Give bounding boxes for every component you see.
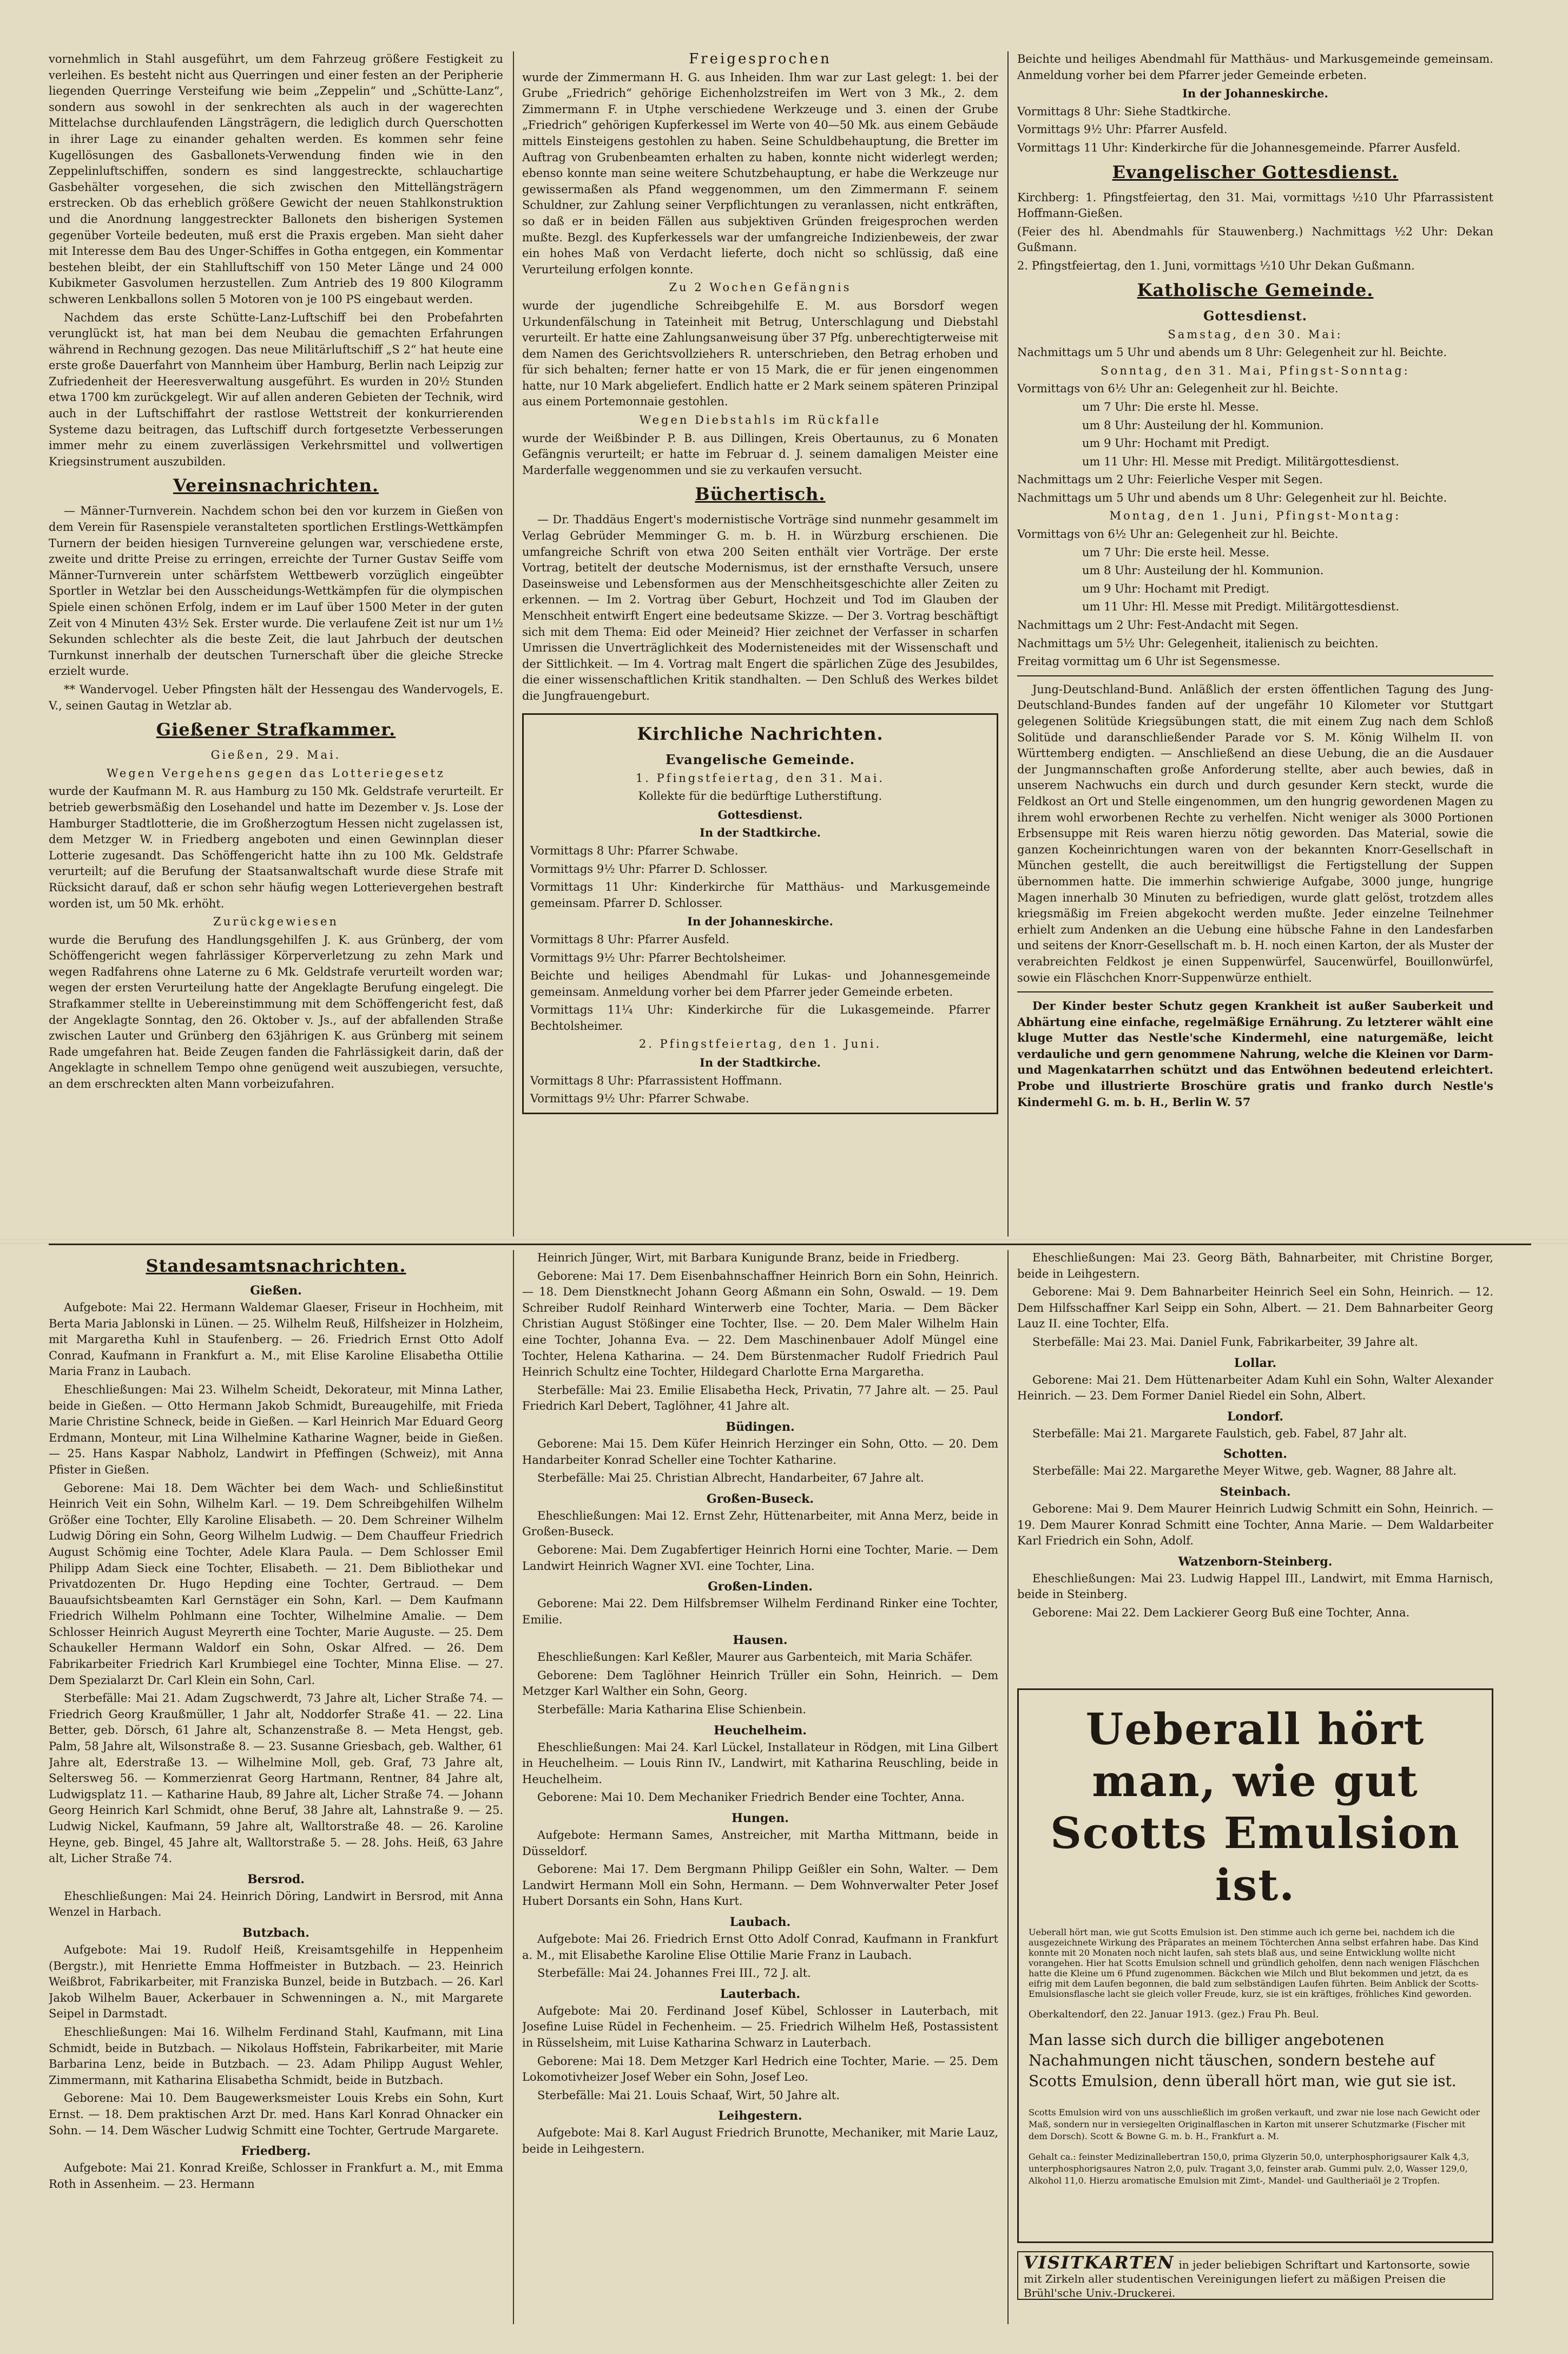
kirch2-line: Vormittags 8 Uhr: Siehe Stadtkirche. — [1017, 104, 1231, 118]
standesamt-entry: Eheschließungen: Karl Keßler, Maurer aus Garbenteich, mit Maria Schäfer. — [537, 1651, 973, 1664]
standesamt-place: Büdingen. — [726, 1419, 795, 1434]
standesamt-entry: Geborene: Mai 17. Dem Eisenbahnschaffner Heinrich Born ein Sohn, Heinrich. — 18. Dem Dienstknecht Johann Georg Aßmann ein Sohn, Oswald. — 19. Dem Schreiber Rudolf Reinhard Winterwerb eine Tochter, Maria. — Dem Bäcker Christian August Stößinger eine Tochter, Ilse. — 20. Dem Maler Wilhelm Hain eine Tochter, Johanna Eva. — 22. Dem Maschinenbauer Adolf Müngel eine Tochter, Helena Katharina. — 24. Dem Bürstenmacher Rudolf Friedrich Paul Heinrich Schultz eine Tochter, Hildegard Charlotte Erna Margaretha. — [522, 1269, 998, 1379]
evangelischer-gottesdienst-title: Evangelischer Gottesdienst. — [1112, 161, 1399, 182]
ad-headline: Ueberall hört man, wie gut Scotts Emulsion ist. — [1050, 1704, 1460, 1910]
freigesprochen-para: wurde der Zimmermann H. G. aus Inheiden. Ihm war zur Last gelegt: 1. bei der Grube „Friedrich“ gehörige Eichenholzstreifen im Wert von 3 Mk., 2. dem Zimmermann F. in Utphe verschiedene Werkzeuge und 3. einen der Grube „Friedrich“ gehörigen Kupferkessel im Werte von 40—50 Mk. aus einem Gebäude mittels Einsteigens gestohlen zu haben. Seine Schuldbehauptung, die Bretter im Auftrag von Grubenbeamten erhalten zu haben, konnte nicht widerlegt werden; ebenso konnte man seine weitere Schutzbehauptung, er habe die Werkzeuge nur gewissermaßen als Pfand weggenommen, um den Zimmermann F. seinem Schuldner, zur Zahlung seiner Verpflichtungen zu veranlassen, nicht entkräften, so daß er in beiden Fällen aus subjektiven Gründen freigesprochen werden mußte. Bezgl. des Kupferkessels war der umfangreiche Indizienbeweis, der zwar ein hohes Maß von Verdacht lieferte, doch nicht so schlüssig, daß eine Verurteilung erfolgen konnte. — [522, 70, 998, 276]
section-rule — [49, 1244, 1531, 1245]
standesamt-entry: Geborene: Mai 15. Dem Küfer Heinrich Herzinger ein Sohn, Otto. — 20. Dem Handarbeiter Konrad Scheller eine Tochter Katharine. — [522, 1437, 998, 1467]
standesamt-entry: Geborene: Mai 10. Dem Baugewerksmeister Louis Krebs ein Sohn, Kurt Ernst. — 18. Dem praktischen Arzt Dr. med. Hans Karl Konrad Ohnacker ein Sohn. — 14. Dem Wäscher Ludwig Schmitt eine Tochter, Gertrude Margarete. — [49, 2092, 503, 2137]
airship-para-2: Nachdem das erste Schütte-Lanz-Luftschiff bei den Probefahrten verunglückt ist, hat man bei dem Neubau die gemachten Erfahrungen während in Rechnung gezogen. Das neue Militärluftschiff „S 2“ hat heute eine erste große Dauerfahrt von Mannheim über Hamburg, Berlin nach Leipzig zur Zufriedenheit der Heeresverwaltung ausgeführt. Es wurden in 20½ Stunden etwa 1700 km zurückgelegt. Wir auf allen anderen Gebieten der Technik, wird auch in der Luftschiffahrt der rastlose Wettstreit der konkurrierenden Systeme dazu beitragen, das Luftschiff durch fortgesetzte Verbesserungen immer mehr zu einem zuverlässigen Verkehrsmittel und vollwertigen Kriegsinstrument auszubilden. — [49, 311, 503, 468]
standesamt-place: Hausen. — [733, 1633, 788, 1648]
evangelische-gemeinde: Evangelische Gemeinde. — [665, 751, 855, 767]
standesamt-entry: Eheschließungen: Mai 24. Karl Lückel, Installateur in Rödgen, mit Lina Gilbert in Heuchelheim. — Louis Rinn IV., Landwirt, mit Katharina Reuschling, beide in Heuchelheim. — [522, 1740, 998, 1786]
standesamt-place: Bersrod. — [247, 1872, 305, 1886]
standesamt-entry: Geborene: Mai. Dem Zugabfertiger Heinrich Horni eine Tochter, Marie. — Dem Landwirt Heinrich Wagner XVI. eine Tochter, Lina. — [522, 1543, 998, 1573]
visitkarten-ad — [1017, 2251, 1493, 2300]
kath-line: Nachmittags um 5 Uhr und abends um 8 Uhr: Gelegenheit zur hl. Beichte. — [1017, 491, 1447, 504]
standesamt-entry: Sterbefälle: Mai 22. Margarethe Meyer Witwe, geb. Wagner, 88 Jahre alt. — [1032, 1464, 1457, 1478]
kirch-line: Beichte und heiliges Abendmahl für Lukas- und Johannesgemeinde gemeinsam. Anmeldung vorher bei dem Pfarrer jeder Gemeinde erbeten. — [530, 969, 990, 998]
kath-line: um 7 Uhr: Die erste hl. Messe. — [1082, 400, 1259, 413]
standesamt-entry: Aufgebote: Hermann Sames, Anstreicher, mit Martha Mittmann, beide in Düsseldorf. — [522, 1829, 998, 1858]
column-1 — [49, 51, 503, 1237]
jung-deutschland-para: Jung-Deutschland-Bund. Anläßlich der ersten öffentlichen Tagung des Jung-Deutschland-Bundes fanden auf der ungefähr 10 Kilometer vor Stuttgart gelegenen Solitüde Kriegsübungen statt, die mit einem Zug nach dem Schloß Solitüde und daranschließender Parade vor S. M. König Wilhelm II. von Württemberg endigten. — Anschließend an diese Uebung, die an die Ausdauer der Jungmannschaften große Anforderung stellte, aber auch bewies, daß in unserem Nachwuchs ein durch und durch gesunder Kern steckt, wurde die Feldkost an Ort und Stelle eingenommen, um den hungrig gewordenen Magen zu ihrem wohl erworbenen Rechte zu verhelfen. Nicht weniger als 3000 Portionen Erbsensuppe mit Reis waren hierzu nötig geworden. Das Material, sowie die ganzen Kocheinrichtungen waren von der bekannten Knorr-Gesellschaft in München gestellt, die auch bereitwilligst die Fertigstellung der Suppen übernommen hatte. Die immerhin schwierige Aufgabe, 3000 junge, hungrige Magen innerhalb 30 Minuten zu befriedigen, wurde glatt gelöst, trotzdem alles kriegsmäßig im Freien abgekocht werden mußte. Jeder einzelne Teilnehmer erhielt zum Andenken an die Uebung eine hübsche Fahne in den Landesfarben und seitens der Knorr-Gesellschaft m. b. H. noch einen Karton, der als Muster der verabreichten Feldkost je einen Suppenwürfel, Saucenwürfel, Bouillonwürfel, sowie ein Fläschchen Knorr-Suppenwürze enthielt. — [1017, 682, 1493, 984]
standesamt-place: Watzenborn-Steinberg. — [1178, 1554, 1333, 1569]
standesamt-title: Standesamtsnachrichten. — [146, 1255, 406, 1276]
standesamt-entry: Geborene: Mai 17. Dem Bergmann Philipp Geißler ein Sohn, Walter. — Dem Landwirt Hermann Moll ein Sohn, Hermann. — Dem Wohnverwalter Peter Josef Hubert Dorsants ein Sohn, Hans Kurt. — [522, 1863, 998, 1908]
standesamt-entry: Geborene: Mai 22. Dem Hilfsbremser Wilhelm Ferdinand Rinker eine Tochter, Emilie. — [522, 1597, 998, 1626]
standesamt-entry: Aufgebote: Mai 20. Ferdinand Josef Kübel, Schlosser in Lauterbach, mit Josefine Luise Rüdel in Fechenheim. — 25. Friedrich Wilhelm Heß, Postassistent in Rüsselsheim, mit Luise Katharina Schwarz in Lauterbach. — [522, 2004, 998, 2049]
standesamt-entry: Eheschließungen: Mai 23. Wilhelm Scheidt, Dekorateur, mit Minna Lather, beide in Gießen. — Otto Hermann Jakob Schmidt, Bureaugehilfe, mit Frieda Marie Christine Schneck, beide in Gießen. — Karl Heinrich Mar Eduard Georg Erdmann, Monteur, mit Lina Wilhelmine Katharine Wagner, beide in Gießen. — 25. Hans Kaspar Nabholz, Landwirt in Pfeffingen (Schweiz), mit Anna Pfister in Gießen. — [49, 1383, 503, 1476]
kath-line: Nachmittags um 2 Uhr: Fest-Andacht mit Segen. — [1017, 619, 1299, 632]
kirch2-line: Vormittags 9½ Uhr: Pfarrer Ausfeld. — [1017, 123, 1228, 136]
kirch-line: In der Stadtkirche. — [700, 826, 821, 840]
kath-line: Nachmittags um 2 Uhr: Feierliche Vesper mit Segen. — [1017, 473, 1323, 486]
standesamt-entry: Geborene: Mai 18. Dem Metzger Karl Hedrich eine Tochter, Marie. — 25. Dem Lokomotivheizer Josef Weber ein Sohn, Josef Leo. — [522, 2054, 998, 2084]
standesamt-list-2 — [522, 1250, 998, 2158]
ad-ingredients: Gehalt ca.: feinster Medizinallebertran 150,0, prima Glyzerin 50,0, unterphosphorigsaurer Kalk 4,3, unterphosphorigsaures Natron 2,0, pulv. Tragant 3,0, feinster arab. Gummi pulv. 2,0, Wasser 129,0, Alkohol 11,0. Hierzu aromatische Emulsion mit Zimt-, Mandel- und Gaultheriaöl je 2 Tropfen. — [1029, 2152, 1470, 2186]
gefaengnis-sub: Zu 2 Wochen Gefängnis — [669, 281, 852, 294]
kath-line: Nachmittags um 5½ Uhr: Gelegenheit, italienisch zu beichten. — [1017, 636, 1379, 650]
standesamt-place: Lauterbach. — [720, 1987, 801, 2001]
standesamt-place: Heuchelheim. — [714, 1723, 807, 1738]
standesamt-entry: Sterbefälle: Mai 21. Adam Zugschwerdt, 73 Jahre alt, Licher Straße 74. — Friedrich Georg Kraußmüller, 1 Jahr alt, Noddorfer Straße 41. — 22. Lina Better, geb. Dörsch, 61 Jahre alt, Schanzenstraße 8. — Meta Hengst, geb. Palm, 58 Jahre alt, Wilsonstraße 8. — 23. Susanne Griesbach, geb. Walther, 61 Jahre alt, Ederstraße 13. — Wilhelmine Moll, geb. Graf, 73 Jahre alt, Seltersweg 56. — Kommerzienrat Georg Hartmann, Rentner, 84 Jahre alt, Ludwigsplatz 11. — Katharine Haub, 89 Jahre alt, Licher Straße 74. — Johann Georg Heinrich Karl Schmidt, ohne Beruf, 38 Jahre alt, Lahnstraße 9. — 25. Ludwig Nickel, Kaufmann, 59 Jahre alt, Walltorstraße 48. — 26. Karoline Heyne, geb. Bingel, 45 Jahre alt, Walltorstraße 5. — 28. Johs. Heiß, 63 Jahre alt, Licher Straße 74. — [49, 1692, 503, 1865]
buechertisch-title: Büchertisch. — [695, 484, 826, 505]
kirch-line: In der Stadtkirche. — [700, 1056, 821, 1070]
standesamt-place: Steinbach. — [1220, 1484, 1291, 1499]
kath-line: um 9 Uhr: Hochamt mit Predigt. — [1082, 437, 1270, 450]
standesamt-list-1 — [49, 1284, 503, 2192]
kath-line: um 11 Uhr: Hl. Messe mit Predigt. Militärgottesdienst. — [1082, 455, 1400, 468]
diebstahl-sub: Wegen Diebstahls im Rückfalle — [639, 413, 881, 427]
standesamt-entry: Aufgebote: Mai 19. Rudolf Heiß, Kreisamtsgehilfe in Heppenheim (Bergstr.), mit Henriette Emma Hoffmeister in Butzbach. — 23. Heinrich Weißbrot, Fabrikarbeiter, mit Franziska Bunzel, beide in Butzbach. — 26. Karl Jakob Wilhelm Bauer, Ackerbauer in Schwenningen a. N., mit Margarete Seipel in Darmstadt. — [49, 1943, 503, 2021]
kirch-line: Vormittags 11¼ Uhr: Kinderkirche für die Lukasgemeinde. Pfarrer Bechtolsheimer. — [530, 1003, 990, 1033]
kath-line: um 8 Uhr: Austeilung der hl. Kommunion. — [1082, 418, 1324, 432]
standesamt-entry: Aufgebote: Mai 22. Hermann Waldemar Glaeser, Friseur in Hochheim, mit Berta Maria Jablonski in Lünen. — 25. Wilhelm Reuß, Hilfsheizer in Holzheim, mit Margaretha Kuhl in Staufenberg. — 26. Friedrich Ernst Otto Adolf Conrad, Kaufmann in Frankfurt a. M., mit Elise Karoline Elisabetha Ottilie Maria Franz in Laubach. — [49, 1301, 503, 1378]
standesamt-place: Schotten. — [1223, 1447, 1287, 1462]
kirch2-line: Beichte und heiliges Abendmahl für Matthäus- und Markusgemeinde gemeinsam. Anmeldung vorher bei dem Pfarrer jeder Gemeinde erbeten. — [1017, 52, 1493, 82]
kirch-line: Vormittags 9½ Uhr: Pfarrer Bechtolsheimer. — [530, 951, 787, 964]
standesamt-entry: Geborene: Mai 9. Dem Bahnarbeiter Heinrich Seel ein Sohn, Heinrich. — 12. Dem Hilfsschaffner Karl Seipp ein Sohn, Albert. — 21. Dem Bahnarbeiter Georg Lauz II. eine Tochter, Elfa. — [1017, 1285, 1493, 1331]
kath-line: Montag, den 1. Juni, Pfingst-Montag: — [1109, 509, 1401, 523]
column-rule-4 — [1007, 1250, 1009, 2324]
vereins-title: Vereinsnachrichten. — [173, 475, 379, 496]
kath-line: um 8 Uhr: Austeilung der hl. Kommunion. — [1082, 564, 1324, 577]
standesamt-place: Lollar. — [1234, 1356, 1277, 1370]
standesamt-entry: Sterbefälle: Mai 23. Mai. Daniel Funk, Fabrikarbeiter, 39 Jahre alt. — [1032, 1335, 1418, 1349]
katholische-gemeinde-title: Katholische Gemeinde. — [1137, 279, 1374, 300]
standesamt-entry: Eheschließungen: Mai 12. Ernst Zehr, Hüttenarbeiter, mit Anna Merz, beide in Großen-Buseck. — [522, 1509, 998, 1538]
ad-signature: Oberkaltendorf, den 22. Januar 1913. (gez.) Frau Ph. Beul. — [1029, 2009, 1319, 2020]
standesamt-entry: Geborene: Mai 18. Dem Wächter bei dem Wach- und Schließinstitut Heinrich Veit ein Sohn, Wilhelm Karl. — 19. Dem Schreibgehilfen Wilhelm Größer eine Tochter, Elly Karoline Elisabeth. — 20. Dem Schreiner Wilhelm Ludwig Döring ein Sohn, Georg Wilhelm Ludwig. — Dem Chauffeur Friedrich August Schömig eine Tochter, Adele Klara Paula. — Dem Schlosser Emil Philipp Adam Sieck eine Tochter, Elisabeth. — 21. Dem Bibliothekar und Privatdozenten Dr. Hugo Hepding eine Tochter, Gertraud. — Dem Bauaufsichtsbeamten Karl Gernstäger ein Sohn, Karl. — Dem Kaufmann Friedrich Wilhelm Pohlmann eine Tochter, Wilhelmine Amalie. — Dem Schlosser Heinrich August Meyrerth eine Tochter, Marie Auguste. — 25. Dem Schaukeller Hermann Waldorf ein Sohn, Oskar Alfred. — 26. Dem Fabrikarbeiter Friedrich Karl Krumbiegel eine Tochter, Minna Elise. — 27. Dem Spezialarzt Dr. Carl Klein ein Sohn, Carl. — [49, 1481, 503, 1687]
standesamt-entry: Sterbefälle: Mai 21. Louis Schaaf, Wirt, 50 Jahre alt. — [537, 2088, 840, 2102]
diebstahl-para: wurde der Weißbinder P. B. aus Dillingen, Kreis Obertaunus, zu 6 Monaten Gefängnis verurteilt; er hatte im Februar d. J. seinem damaligen Meister eine Marderfalle weggenommen und sie zu verkaufen versucht. — [522, 431, 998, 477]
standesamt-place: Laubach. — [729, 1915, 791, 1929]
standesamt-entry: Sterbefälle: Mai 23. Emilie Elisabetha Heck, Privatin, 77 Jahre alt. — 25. Paul Friedrich Karl Debert, Taglöhner, 41 Jahre alt. — [522, 1383, 998, 1413]
standesamt-entry: Geborene: Mai 22. Dem Lackierer Georg Buß eine Tochter, Anna. — [1032, 1606, 1410, 1619]
ad-warning: Man lasse sich durch die billiger angebotenen Nachahmungen nicht täuschen, sondern bestehe auf Scotts Emulsion, denn überall hört man, wie gut sie ist. — [1029, 2031, 1457, 2090]
kirch-line: 2. Pfingstfeiertag, den 1. Juni. — [638, 1037, 882, 1051]
standesamt-entry: Eheschließungen: Mai 16. Wilhelm Ferdinand Stahl, Kaufmann, mit Lina Schmidt, beide in Butzbach. — Nikolaus Hoffstein, Fabrikarbeiter, mit Marie Barbarina Lenz, beide in Butzbach. — 23. Adam Philipp August Wehler, Zimmermann, mit Katharina Elisabetha Schmidt, beide in Butzbach. — [49, 2025, 503, 2087]
katholische-gottesdienst: Gottesdienst. — [1203, 307, 1308, 324]
kath-line: um 9 Uhr: Hochamt mit Predigt. — [1082, 582, 1270, 595]
ad-small-print: Scotts Emulsion wird von uns ausschließlich im großen verkauft, und zwar nie lose nach Gewicht oder Maß, sondern nur in versiegelten Originalflaschen in Karton mit unserer Schutzmarke (Fischer mit dem Dorsch). Scott & Bowne G. m. b. H., Frankfurt a. M. — [1029, 2107, 1480, 2141]
standesamt-entry: Aufgebote: Mai 8. Karl August Friedrich Brunotte, Mechaniker, mit Marie Lauz, beide in Leihgestern. — [522, 2126, 998, 2155]
visitkarten-text: in jeder beliebigen Schriftart und Kartonsorte, sowie mit Zirkeln aller studentischen Vereinigungen liefert zu mäßigen Preisen die Brühl'sche Univ.-Druckerei. — [1024, 2258, 1470, 2299]
standesamt-entry: Sterbefälle: Mai 21. Margarete Faulstich, geb. Fabel, 87 Jahr alt. — [1032, 1426, 1407, 1440]
standesamt-place: Friedberg. — [241, 2144, 311, 2159]
buechertisch-para: — Dr. Thaddäus Engert's modernistische Vorträge sind nunmehr gesammelt im Verlag Gebrüder Memminger G. m. b. H. in Würzburg erschienen. Die umfangreiche Schrift von etwa 200 Seiten enthält vier Vorträge. Der erste Vortrag, betitelt der deutsche Modernismus, ist der ernsthafte Versuch, unsere Daseinsweise und Lebensformen aus der Menschheitsgeschichte aller Zeiten zu erkennen. — Im 2. Vortrag über Geburt, Hochzeit und Tod im Glauben der Menschheit entwirft Engert eine bedeutsame Skizze. — Der 3. Vortrag beschäftigt sich mit dem Thema: Eid oder Meineid? Hier zeichnet der Verfasser in scharfen Umrissen die Unverträglichkeit des Modernisteneides mit der Wissenschaft und der Sittlichkeit. — Im 4. Vortrag malt Engert die spärlichen Züge des Jesubildes, die einer wissenschaftlichen Kritik standhalten. — Den Schluß des Werkes bildet die Jungfrauengeburt. — [522, 513, 998, 702]
standesamt-place: Großen-Linden. — [708, 1580, 813, 1594]
vereins-para-1: — Männer-Turnverein. Nachdem schon bei den vor kurzem in Gießen von dem Verein für Rasenspiele veranstalteten sportlichen Erstlings-Wettkämpfen Turnern der beiden hiesigen Turnvereine gelungen war, verschiedene erste, zweite und dritte Preise zu erringen, erreichte der Turner Gustav Seiffe vom Männer-Turnverein unter schärfstem Wettbewerb vorzüglich eingeübter Sportler in Wetzlar bei den Ausscheidungs-Wettkämpfen für die olympischen Spiele einen schönen Erfolg, indem er im Lauf über 1500 Meter in der guten Zeit von 4 Minuten 43½ Sek. Erster wurde. Die verlaufene Zeit ist nur um 1½ Sekunden schlechter als die beste Zeit, die laut Jahrbuch der deutschen Turnkunst innerhalb der deutschen Turnerschaft über die gleiche Strecke erzielt wurde. — [49, 504, 503, 678]
visitkarten-title: VISITKARTEN — [1024, 2252, 1175, 2273]
kirchliche-title: Kirchliche Nachrichten. — [637, 723, 884, 744]
strafkammer-title: Gießener Strafkammer. — [156, 719, 396, 740]
standesamt-column-1 — [49, 1250, 503, 2324]
kath-line: um 7 Uhr: Die erste heil. Messe. — [1082, 545, 1269, 559]
standesamt-list-3 — [1017, 1250, 1493, 1621]
kath-line: Vormittags von 6½ Uhr an: Gelegenheit zur hl. Beichte. — [1017, 382, 1339, 396]
standesamt-entry: Eheschließungen: Mai 24. Heinrich Döring, Landwirt in Bersrod, mit Anna Wenzel in Harbach. — [49, 1889, 503, 1919]
standesamt-entry: Geborene: Mai 21. Dem Hüttenarbeiter Adam Kuhl ein Sohn, Walter Alexander Heinrich. — 23. Dem Former Daniel Riedel ein Sohn, Albert. — [1017, 1373, 1493, 1403]
kath-line: Vormittags von 6½ Uhr an: Gelegenheit zur hl. Beichte. — [1017, 528, 1339, 541]
evg-line: Kirchberg: 1. Pfingstfeiertag, den 31. Mai, vormittags ½10 Uhr Pfarrassistent Hoffmann-Gießen. — [1017, 190, 1493, 220]
kirch-line: Vormittags 11 Uhr: Kinderkirche für Matthäus- und Markusgemeinde gemeinsam. Pfarrer D. Schlosser. — [530, 880, 990, 910]
kirch-line: In der Johanneskirche. — [687, 915, 833, 929]
standesamt-column-2 — [522, 1250, 998, 2324]
gefaengnis-para: wurde der jugendliche Schreibgehilfe E. M. aus Borsdorf wegen Urkundenfälschung in Tateinheit mit Betrug, Unterschlagung und Diebstahl verurteilt. Er hatte eine Zahlungsanweisung über 37 Pfg. unberechtigterweise mit dem Namen des Gerichtsvollziehers R. unterschrieben, den Betrag erhoben und für sich behalten; ferner hatte er von 15 Mark, die er für jenen eingenommen hatte, nur 10 Mark abgeliefert. Endlich hatte er 2 Mark seinem späteren Prinzipal aus einem Portemonnaie gestohlen. — [522, 299, 998, 409]
strafkammer-sub-1: Wegen Vergehens gegen das Lotteriegesetz — [107, 766, 445, 780]
standesamt-entry: Sterbefälle: Mai 24. Johannes Frei III., 72 J. alt. — [537, 1967, 811, 1980]
standesamt-entry: Heinrich Jünger, Wirt, mit Barbara Kunigunde Branz, beide in Friedberg. — [537, 1251, 960, 1264]
kath-line: Sonntag, den 31. Mai, Pfingst-Sonntag: — [1101, 364, 1410, 377]
standesamt-entry: Eheschließungen: Mai 23. Georg Bäth, Bahnarbeiter, mit Christine Borger, beide in Leihgestern. — [1017, 1251, 1493, 1280]
standesamt-place: Hungen. — [732, 1811, 789, 1826]
evg-line: 2. Pfingstfeiertag, den 1. Juni, vormittags ½10 Uhr Dekan Gußmann. — [1017, 259, 1415, 272]
kath-line: um 11 Uhr: Hl. Messe mit Predigt. Militärgottesdienst. — [1082, 600, 1400, 614]
kirch2-line: Vormittags 11 Uhr: Kinderkirche für die Johannesgemeinde. Pfarrer Ausfeld. — [1017, 141, 1461, 154]
standesamt-entry: Geborene: Mai 10. Dem Mechaniker Friedrich Bender eine Tochter, Anna. — [537, 1791, 965, 1804]
standesamt-place: Butzbach. — [242, 1925, 309, 1940]
column-rule-1 — [513, 51, 514, 1237]
kirchliche-box — [522, 713, 998, 1114]
kath-line: Nachmittags um 5 Uhr und abends um 8 Uhr: Gelegenheit zur hl. Beichte. — [1017, 346, 1447, 359]
column-2 — [522, 51, 998, 1237]
kath-line: Freitag vormittag um 6 Uhr ist Segensmesse. — [1017, 655, 1281, 668]
kindermehl-para: Der Kinder bester Schutz gegen Krankheit ist außer Sauberkeit und Abhärtung eine einfache, regelmäßige Ernährung. Zu letzterer wählt eine kluge Mutter das Nestle'sche Kindermehl, eine naturgemäße, leicht verdauliche und gern genommene Nahrung, welche die Kleinen vor Darm- und Magenkatarrhen schützt und das Entwöhnen bedeutend erleichtert. Probe und illustrierte Broschüre gratis und franko durch Nestle's Kindermehl G. m. b. H., Berlin W. 57 — [1017, 999, 1493, 1109]
standesamt-entry: Sterbefälle: Mai 25. Christian Albrecht, Handarbeiter, 67 Jahre alt. — [537, 1471, 924, 1485]
evg-line: (Feier des hl. Abendmahls für Stauwenberg.) Nachmittags ½2 Uhr: Dekan Gußmann. — [1017, 225, 1493, 254]
kirch-line: 1. Pfingstfeiertag, den 31. Mai. — [635, 771, 885, 785]
standesamt-entry: Geborene: Mai 9. Dem Maurer Heinrich Ludwig Schmitt ein Sohn, Heinrich. — 19. Dem Maurer Konrad Schmitt eine Tochter, Anna Marie. — Dem Waldarbeiter Karl Friedrich ein Sohn, Adolf. — [1017, 1502, 1493, 1548]
paper-fold — [0, 1239, 1568, 1244]
standesamt-entry: Sterbefälle: Maria Katharina Elise Schienbein. — [537, 1703, 806, 1717]
standesamt-entry: Eheschließungen: Mai 23. Ludwig Happel III., Landwirt, mit Emma Harnisch, beide in Steinberg. — [1017, 1571, 1493, 1601]
kirch-line: Gottesdienst. — [717, 807, 803, 821]
standesamt-place: Leihgestern. — [718, 2109, 802, 2123]
column-rule-2 — [1007, 51, 1009, 1237]
standesamt-place: Großen-Buseck. — [706, 1491, 814, 1506]
column-rule-3 — [513, 1250, 514, 2324]
airship-article — [49, 51, 503, 470]
column-3 — [1017, 51, 1493, 1237]
kirch-line: Vormittags 9½ Uhr: Pfarrer Schwabe. — [530, 1092, 749, 1106]
kirch-line: Vormittags 8 Uhr: Pfarrassistent Hoffmann. — [530, 1074, 782, 1087]
kath-line: Samstag, den 30. Mai: — [1168, 327, 1343, 341]
standesamt-place: Londorf. — [1227, 1409, 1284, 1424]
standesamt-entry: Geborene: Dem Taglöhner Heinrich Trüller ein Sohn, Heinrich. — Dem Metzger Karl Walther ein Sohn, Georg. — [522, 1668, 998, 1698]
freigesprochen-title: Freigesprochen — [689, 51, 832, 67]
standesamt-entry: Aufgebote: Mai 21. Konrad Kreiße, Schlosser in Frankfurt a. M., mit Emma Roth in Assenheim. — 23. Hermann — [49, 2161, 503, 2191]
kirch-line: Kollekte für die bedürftige Lutherstiftung. — [638, 790, 882, 803]
strafkammer-sub-2: Zurückgewiesen — [213, 915, 339, 929]
standesamt-entry: Aufgebote: Mai 26. Friedrich Ernst Otto Adolf Conrad, Kaufmann in Frankfurt a. M., mit Elisabethe Karoline Elise Ottilie Marie Franz in Laubach. — [522, 1932, 998, 1962]
kirch2-line: In der Johanneskirche. — [1182, 87, 1328, 101]
kirch-line: Vormittags 9½ Uhr: Pfarrer D. Schlosser. — [530, 862, 768, 876]
scotts-emulsion-ad — [1017, 1688, 1493, 2243]
standesamt-place: Gießen. — [250, 1284, 302, 1298]
standesamt-column-3 — [1017, 1250, 1493, 1678]
kirch-line: Vormittags 8 Uhr: Pfarrer Ausfeld. — [530, 932, 730, 946]
vereins-para-2: ** Wandervogel. Ueber Pfingsten hält der Hessengau des Wandervogels, E. V., seinen Gautag in Wetzlar ab. — [49, 682, 503, 712]
strafkammer-dateline: Gießen, 29. Mai. — [210, 748, 341, 762]
airship-para-1: vornehmlich in Stahl ausgeführt, um dem Fahrzeug größere Festigkeit zu verleihen. Es besteht nicht aus Querringen und einer festen an der Peripherie liegenden Querringe Versteifung wie beim „Zeppelin“ und „Schütte-Lanz“, sondern aus sowohl in der senkrechten als auch in der wagerechten Mittelachse durchlaufenden Längsträgern, die lediglich durch Querschotten in ihrer Lage zu einander gehalten werden. Es kommen sehr feine Kugellösungen des Gasballonets-Verwendung finden wie in den Zeppelinluftschiffen, sondern es sind langgestreckte, schlauchartige Gasbehälter vorgesehen, die sich zwischen den Mittellängsträgern erstrecken. Ob das erheblich größere Gewicht der neuen Stahlkonstruktion und die Anordnung langgestreckter Ballonets den bisherigen Systemen gegenüber Vorteile bedeuten, muß erst die Praxis ergeben. Man sieht daher mit Interesse dem Bau des Unger-Schiffes in Gotha entgegen, ein Kommentar bestehen bleibt, der ein Stahlluftschiff von 150 Meter Länge und 24 000 Kubikmeter Gasvolumen herzustellen. Zum Antrieb des 19 800 Kilogramm schweren Lenkballons sollen 5 Motoren von je 100 PS eingebaut werden. — [49, 52, 503, 306]
strafkammer-para-2: wurde die Berufung des Handlungsgehilfen J. K. aus Grünberg, der vom Schöffengericht wegen fahrlässiger Körperverletzung zu zehn Mark und wegen Radfahrens ohne Laterne zu 6 Mk. Geldstrafe verurteilt worden war; wegen der ersten Verurteilung hatte der Angeklagte Berufung eingelegt. Die Strafkammer stellte in Uebereinstimmung mit dem Schöffengericht fest, daß der Angeklagte Sonntag, den 26. Oktober v. Js., auf der abfallenden Straße zwischen Lauter und Grünberg den 63jährigen K. aus Grünberg mit seinem Rade umgefahren hat. Beide Zeugen fanden die Fahrlässigkeit darin, daß der Angeklagte in schnellem Tempo ohne genügend weit auszubiegen, versuchte, an dem erschreckten alten Mann vorbeizufahren. — [49, 933, 503, 1091]
ad-body: Ueberall hört man, wie gut Scotts Emulsion ist. Den stimme auch ich gerne bei, nachdem ich die ausgezeichnete Wirkung des Präparates an meinem Töchterchen Anna selbst erfahren habe. Das Kind konnte mit 20 Monaten noch nicht laufen, sah stets blaß aus, und seine Entwicklung wollte nicht vorangehen. Hier hat Scotts Emulsion schnell und gründlich geholfen, denn nach wenigen Fläschchen hatte die Kleine um 6 Pfund zugenommen. Bäckchen wie Milch und Blut bekommen und jetzt, da es eifrig mit dem Laufen begonnen, die bald zum selbständigen Laufen führten. Beim Anblick der Scotts-Emulsionsflasche lacht sie gleich voller Freude, kurz, sie ist ein kräftiges, fröhliches Kind geworden. — [1029, 1927, 1480, 1999]
kirch-line: Vormittags 8 Uhr: Pfarrer Schwabe. — [530, 844, 739, 857]
strafkammer-para-1: wurde der Kaufmann M. R. aus Hamburg zu 150 Mk. Geldstrafe verurteilt. Er betrieb gewerbsmäßig den Losehandel und hatte im Dezember v. Js. Lose der Hamburger Stadtlotterie, die im Großherzogtum Hessen nicht zugelassen ist, dem Metzger W. in Friedberg angeboten und einen Gewinnplan dieser Lotterie zugesandt. Das Schöffengericht hatte ihn zu 100 Mk. Geldstrafe verurteilt; auf die Berufung der Staatsanwaltschaft wurde diese Strafe mit Rücksicht darauf, daß er schon sehr häufig wegen Lotterievergehen bestraft worden ist, um 50 Mk. erhöht. — [49, 785, 503, 910]
